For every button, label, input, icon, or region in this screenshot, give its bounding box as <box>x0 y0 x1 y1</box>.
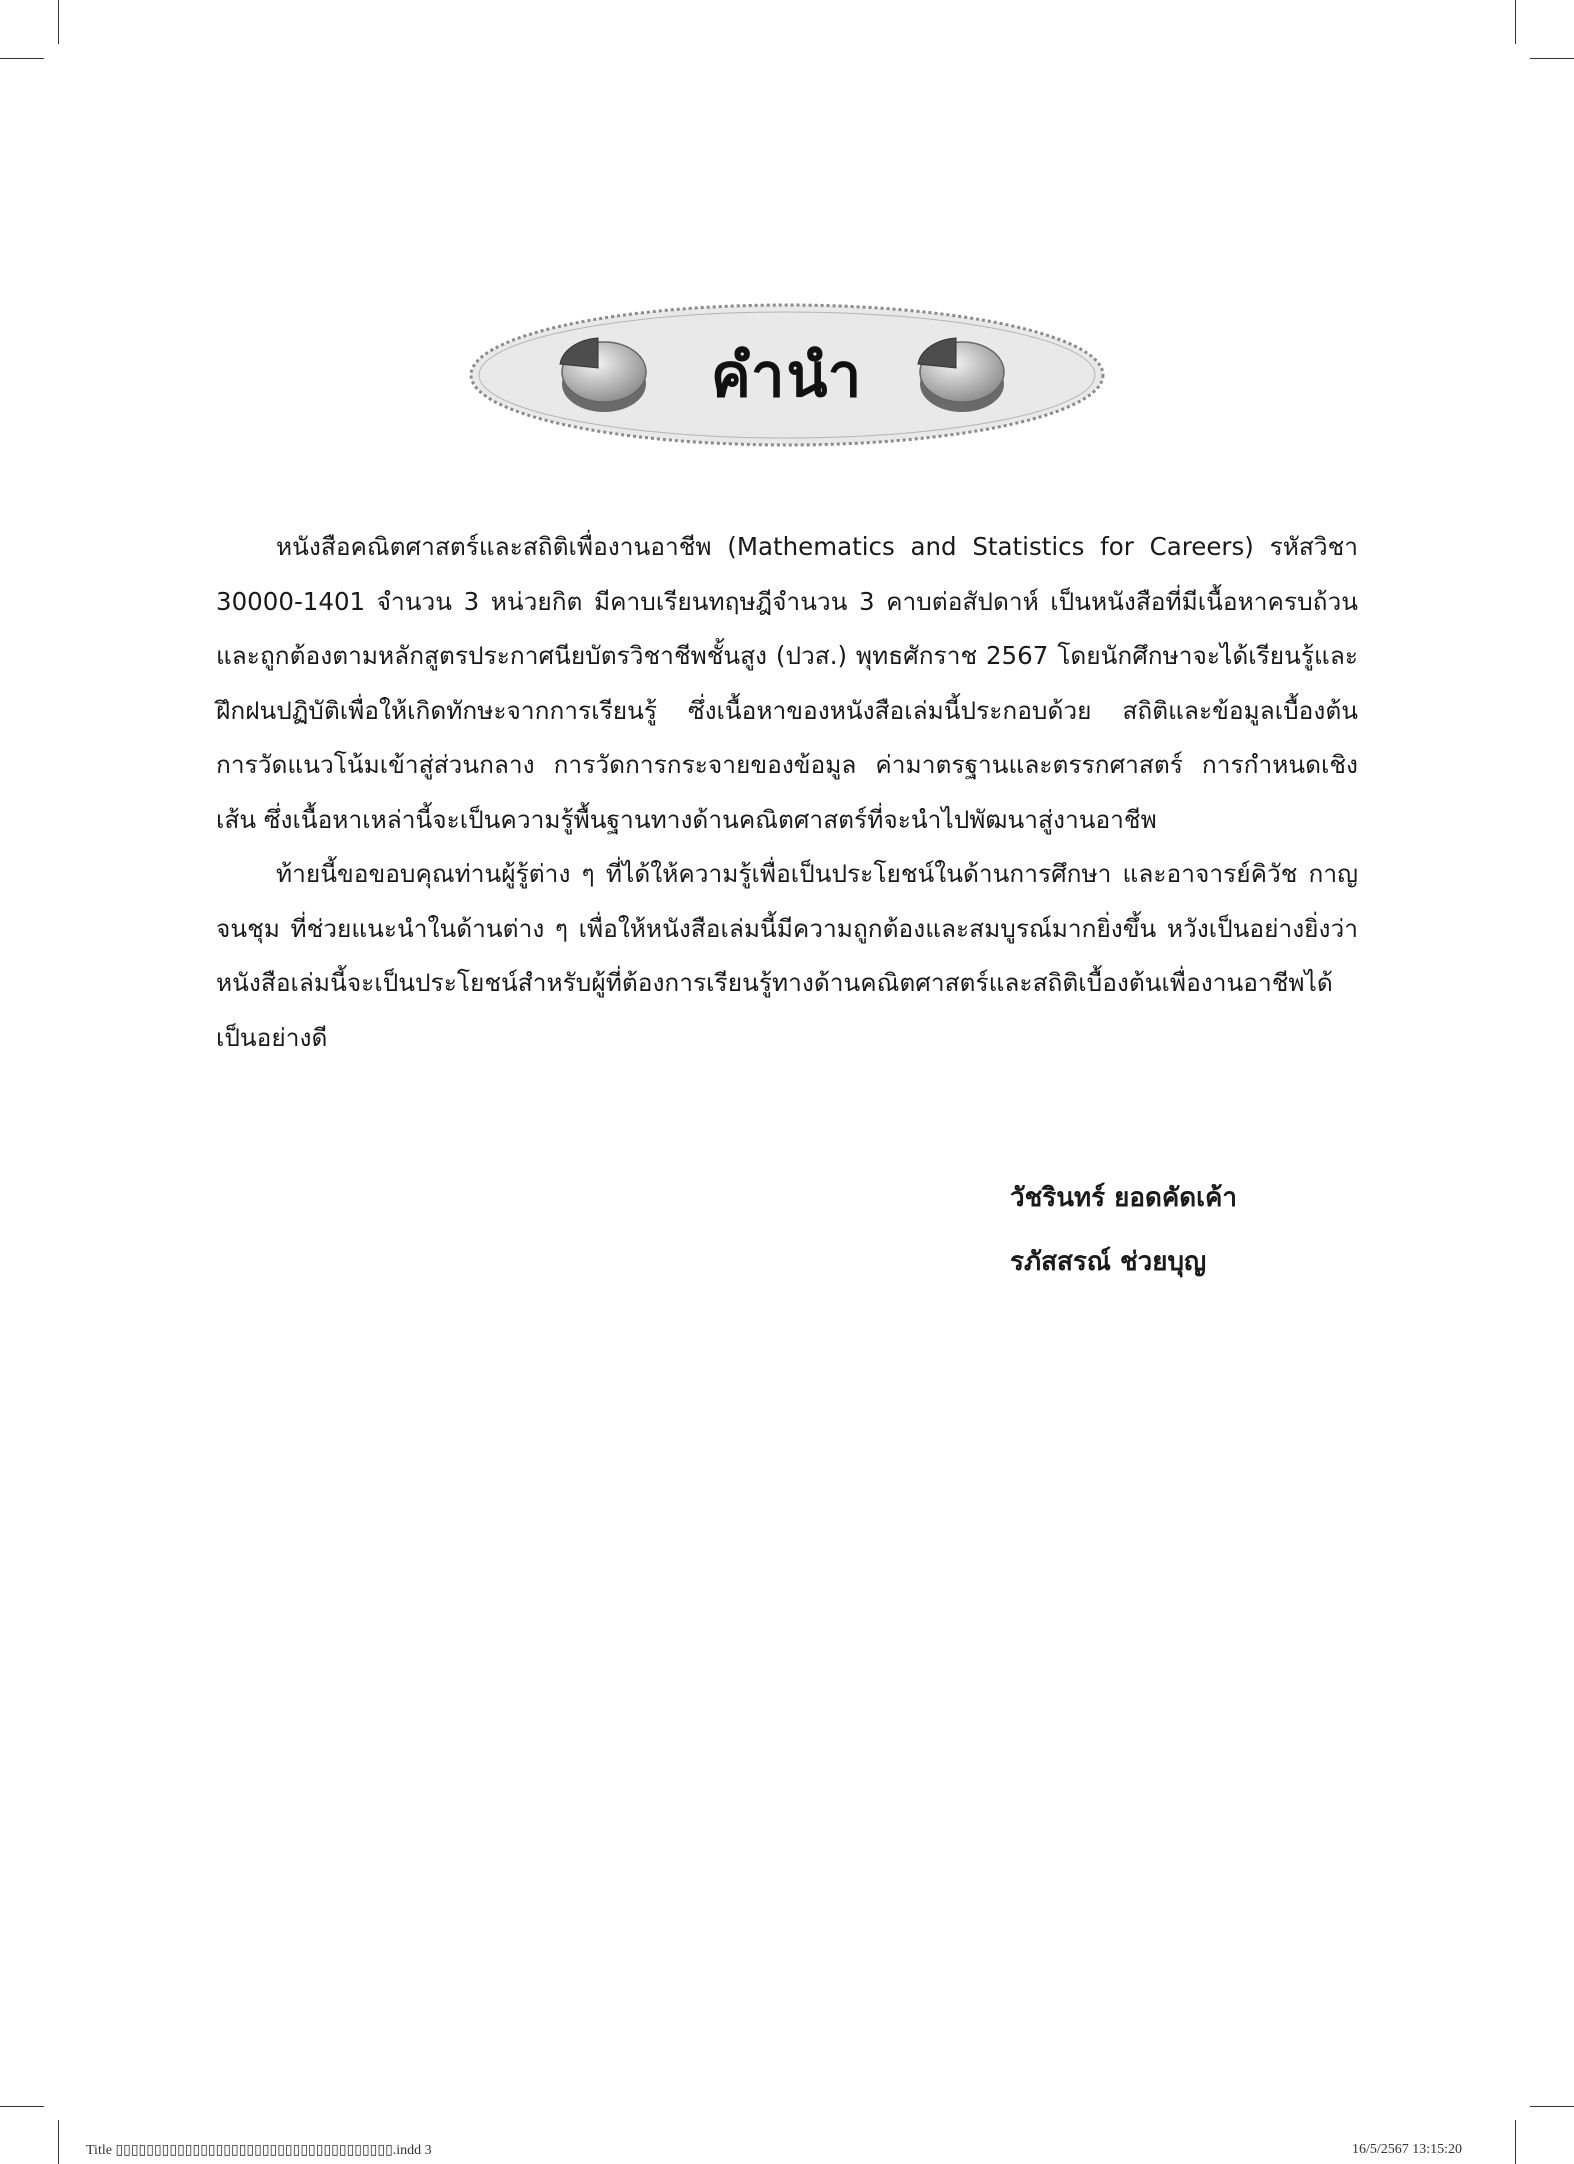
author-name: รภัสสรณ์ ช่วยบุญ <box>1010 1247 1207 1277</box>
author-signature <box>1010 1166 1237 1294</box>
author-name: วัชรินทร์ ยอดคัดเค้า <box>1010 1183 1238 1213</box>
crop-mark <box>1530 2106 1574 2107</box>
paragraph: หนังสือคณิตศาสตร์และสถิติเพื่องานอาชีพ (Mathematics and Statistics for Careers) รหัสวิชา 30000-1401 จำนวน 3 หน่วยกิต มีคาบเรียนทฤษฎีจำนวน 3 คาบต่อสัปดาห์ เป็นหนังสือที่มีเนื้อหาครบถ้วนและถูกต้องตามหลักสูตรประกาศนียบัตรวิชาชีพชั้นสูง (ปวส.) พุทธศักราช 2567 โดยนักศึกษาจะได้เรียนรู้และฝึกฝนปฏิบัติเพื่อให้เกิดทักษะจากการเรียนรู้ ซึ่งเนื้อหาของหนังสือเล่มนี้ประกอบด้วย สถิติและข้อมูลเบื้องต้น การวัดแนวโน้มเข้าสู่ส่วนกลาง การวัดการกระจายของข้อมูล ค่ามาตรฐานและตรรกศาสตร์ การกำหนดเชิงเส้น ซึ่งเนื้อหาเหล่านี้จะเป็นความรู้พื้นฐานทางด้านคณิตศาสตร์ที่จะนำไปพัฒนาสู่งานอาชีพ <box>216 532 1358 834</box>
crop-mark <box>1515 0 1516 44</box>
paragraph: ท้ายนี้ขอขอบคุณท่านผู้รู้ต่าง ๆ ที่ได้ให้ความรู้เพื่อเป็นประโยชน์ในด้านการศึกษา และอาจารย์คิวัช กาญจนชุม ที่ช่วยแนะนำในด้านต่าง ๆ เพื่อให้หนังสือเล่มนี้มีความถูกต้องและสมบูรณ์มากยิ่งขึ้น หวังเป็นอย่างยิ่งว่าหนังสือเล่มนี้จะเป็นประโยชน์สำหรับผู้ที่ต้องการเรียนรู้ทางด้านคณิตศาสตร์และสถิติเบื้องต้นเพื่องานอาชีพได้เป็นอย่างดี <box>216 859 1358 1052</box>
preface-body <box>216 520 1358 1065</box>
crop-mark <box>0 2106 44 2107</box>
footer-timestamp: 16/5/2567 13:15:20 <box>1352 2142 1463 2157</box>
crop-mark <box>58 2120 59 2164</box>
crop-mark <box>1515 2120 1516 2164</box>
title-banner <box>466 300 1108 450</box>
crop-mark <box>0 58 44 59</box>
crop-mark <box>1530 58 1574 59</box>
page-title: คำนำ <box>710 340 864 411</box>
crop-mark <box>58 0 59 44</box>
footer-file-info: Title ▯▯▯▯▯▯▯▯▯▯▯▯▯▯▯▯▯▯▯▯▯▯▯▯▯▯▯▯▯▯▯▯▯▯▯▯.indd 3 <box>86 2143 432 2158</box>
